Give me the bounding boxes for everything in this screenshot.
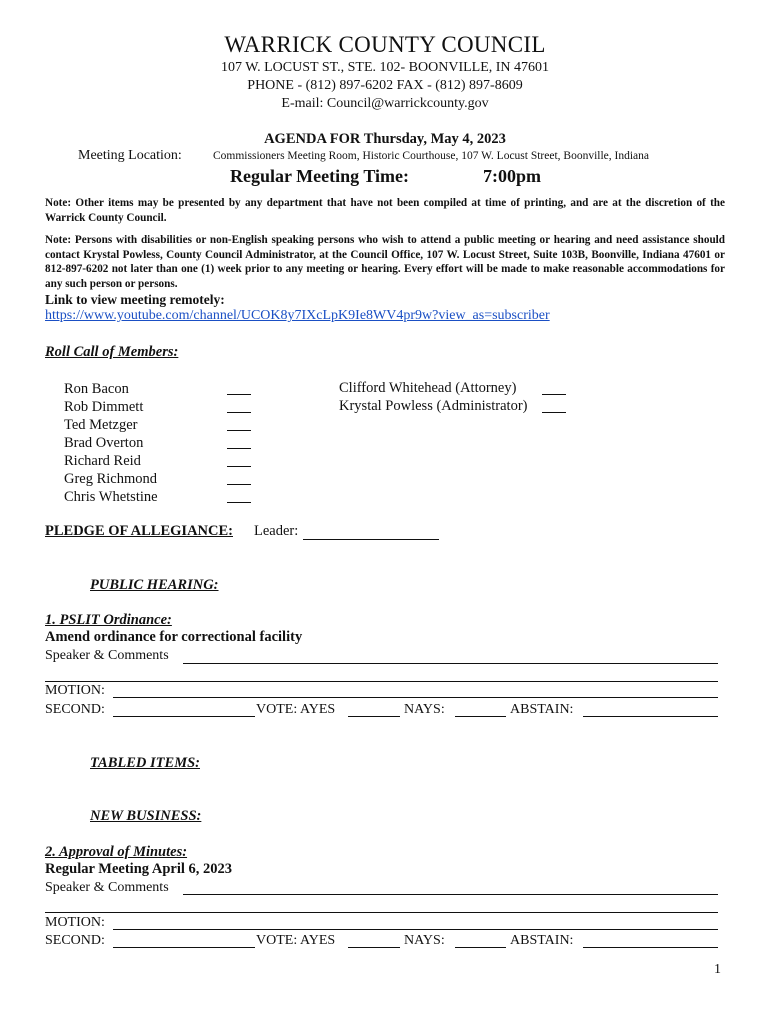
note-other-items: Note: Other items may be presented by any department that have not been compiled at time of printing, and are at the discretion of the Warrick County Council. [45,197,725,224]
item-1-ayes-line[interactable] [348,716,400,717]
attendance-blank[interactable] [542,412,566,413]
item-1-abstain-label: ABSTAIN: [510,702,574,717]
item-1-description: Amend ordinance for correctional facility [45,629,303,645]
meeting-location-value: Commissioners Meeting Room, Historic Courthouse, 107 W. Locust Street, Boonville, Indiana [213,150,650,162]
item-1-vote-label: VOTE: AYES [256,702,336,717]
member-name: Chris Whetstine [64,489,158,505]
item-1-abstain-line[interactable] [583,716,718,717]
item-2-title: 2. Approval of Minutes: [45,844,188,860]
item-2-second-line[interactable] [113,947,255,948]
pledge-label: PLEDGE OF ALLEGIANCE: [45,523,233,539]
attendance-blank[interactable] [227,502,251,503]
member-name: Greg Richmond [64,471,158,487]
item-2-nays-label: NAYS: [404,933,445,948]
leader-label: Leader: [254,523,299,539]
item-1-motion-label: MOTION: [45,683,105,698]
item-1-title: 1. PSLIT Ordinance: [45,612,172,628]
item-1-speaker-line[interactable] [183,663,718,664]
council-address: 107 W. LOCUST ST., STE. 102- BOONVILLE, IN 47601 [220,60,550,75]
attendance-blank[interactable] [227,466,251,467]
item-1-nays-line[interactable] [455,716,506,717]
attendance-blank[interactable] [227,430,251,431]
item-1-speaker-label: Speaker & Comments [45,648,169,663]
item-1-nays-label: NAYS: [404,702,445,717]
item-2-speaker-line[interactable] [183,894,718,895]
attendance-blank[interactable] [227,484,251,485]
leader-blank[interactable] [303,539,439,540]
staff-name: Krystal Powless (Administrator) [339,398,528,414]
remote-link-label: Link to view meeting remotely: [45,292,225,307]
page-number: 1 [714,962,721,977]
item-2-ayes-line[interactable] [348,947,400,948]
meeting-time-value: 7:00pm [483,166,541,186]
member-name: Ted Metzger [64,417,138,433]
item-2-nays-line[interactable] [455,947,506,948]
item-2-speaker-label: Speaker & Comments [45,880,169,895]
item-2-comments-line[interactable] [45,912,718,913]
public-hearing-heading: PUBLIC HEARING: [90,577,219,593]
meeting-location-label: Meeting Location: [78,148,182,163]
attendance-blank[interactable] [542,394,566,395]
item-2-abstain-line[interactable] [583,947,718,948]
meeting-time-label: Regular Meeting Time: [230,166,409,186]
council-phone-fax: PHONE - (812) 897-6202 FAX - (812) 897-8609 [247,78,523,93]
youtube-link[interactable]: https://www.youtube.com/channel/UCOK8y7IXcLpK9Ie8WV4pr9w?view_as=subscriber [45,308,550,323]
tabled-items-heading: TABLED ITEMS: [90,755,200,771]
attendance-blank[interactable] [227,412,251,413]
item-1-second-line[interactable] [113,716,255,717]
council-title: WARRICK COUNTY COUNCIL [224,32,546,57]
member-name: Ron Bacon [64,381,129,397]
member-name: Brad Overton [64,435,144,451]
member-name: Rob Dimmett [64,399,144,415]
item-2-motion-label: MOTION: [45,915,105,930]
item-1-second-label: SECOND: [45,702,105,717]
item-2-motion-line[interactable] [113,929,718,930]
item-2-second-label: SECOND: [45,933,105,948]
item-1-motion-line[interactable] [113,697,718,698]
item-1-comments-line[interactable] [45,681,718,682]
item-2-abstain-label: ABSTAIN: [510,933,574,948]
attendance-blank[interactable] [227,448,251,449]
council-email: E-mail: Council@warrickcounty.gov [281,96,489,111]
roll-call-heading: Roll Call of Members: [45,344,179,360]
attendance-blank[interactable] [227,394,251,395]
staff-name: Clifford Whitehead (Attorney) [339,380,517,396]
item-2-description: Regular Meeting April 6, 2023 [45,861,233,877]
note-accessibility: Note: Persons with disabilities or non-English speaking persons who wish to attend a public meeting or hearing and need assistance should contact Krystal Powless, County Council Administrator, at the Council Office, 107 W. Locust Street, Suite 103B, Boonville, Indiana 47601 or 812-897-6202 not later than one (1) week prior to any meeting or hearing. Every effort will be made to make reasonable accommodations for any such person or persons. [45,234,725,290]
new-business-heading: NEW BUSINESS: [90,808,202,824]
item-2-vote-label: VOTE: AYES [256,933,336,948]
agenda-heading: AGENDA FOR Thursday, May 4, 2023 [264,131,506,147]
member-name: Richard Reid [64,453,141,469]
